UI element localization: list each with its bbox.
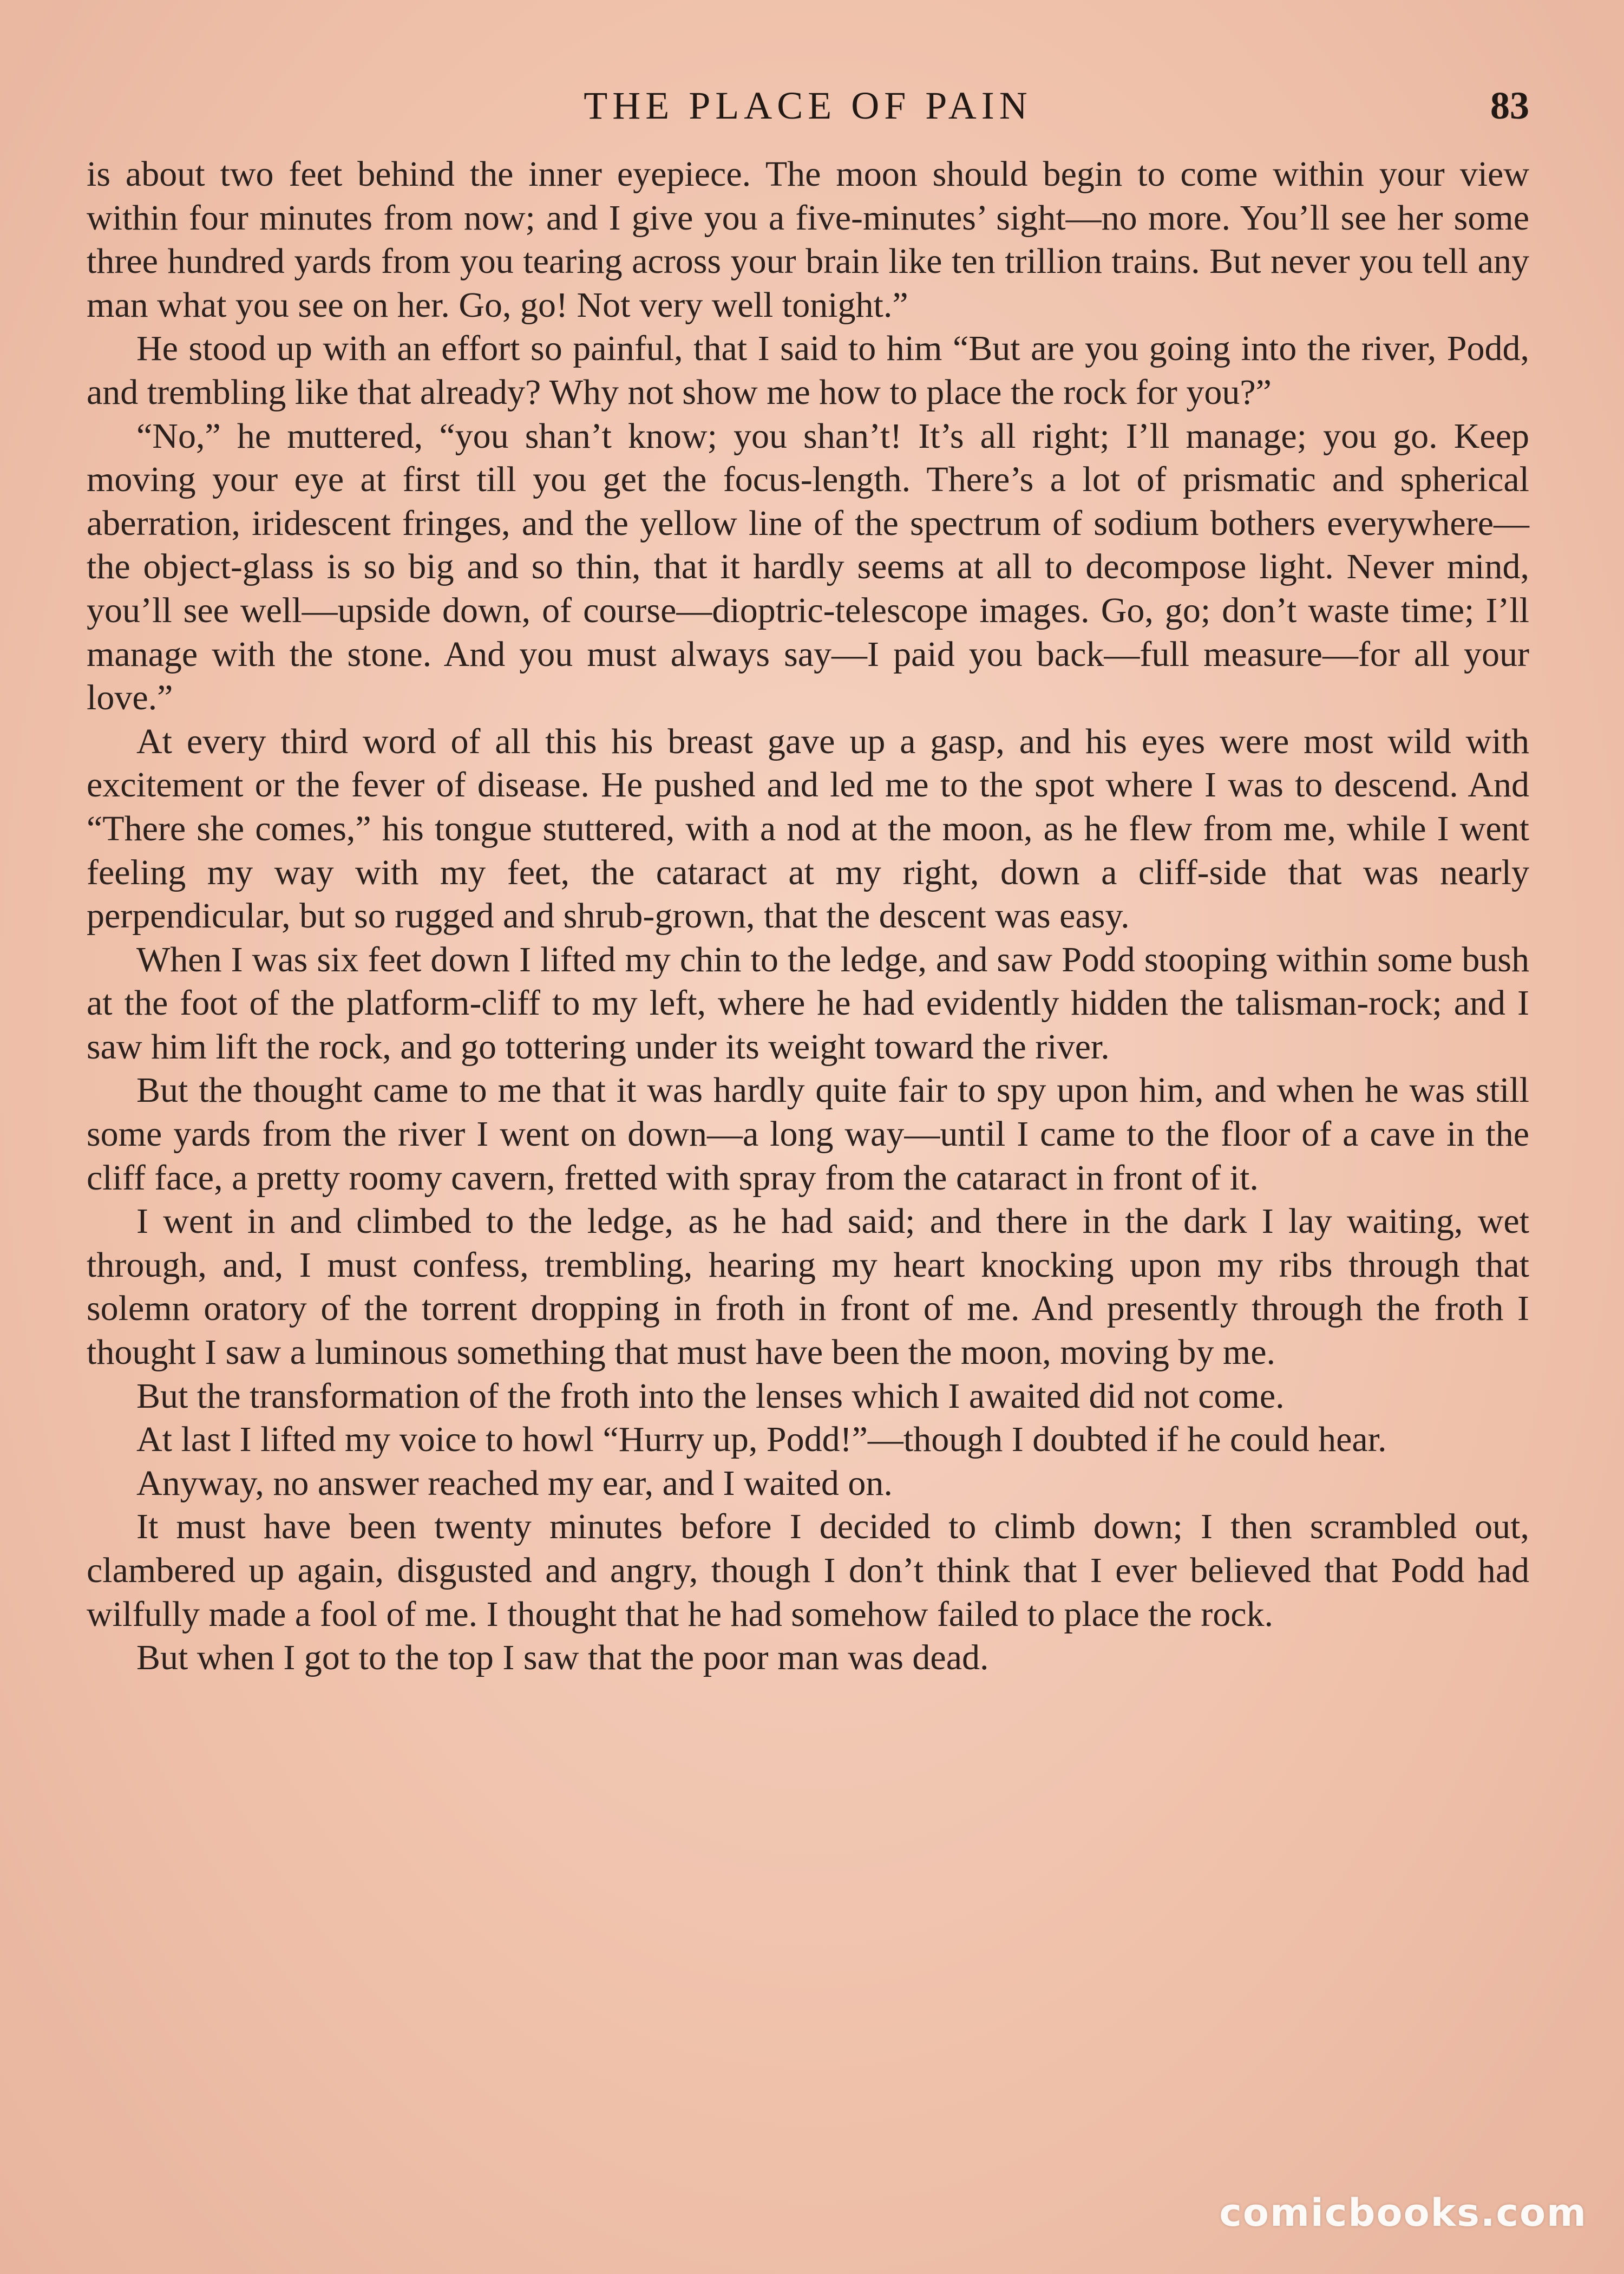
paragraph-8: But the transformation of the froth into the lenses which I awaited did not come. — [136, 1376, 1285, 1416]
paragraph-12: But when I got to the top I saw that the poor man was dead. — [136, 1638, 989, 1678]
watermark: comicbooks.com — [1219, 2191, 1587, 2235]
body-text — [87, 153, 1529, 1680]
running-title: THE PLACE OF PAIN — [584, 84, 1032, 127]
paragraph-10: Anyway, no answer reached my ear, and I waited on. — [136, 1463, 893, 1503]
page-header — [87, 81, 1529, 130]
paragraph-5: When I was six feet down I lifted my chin to the ledge, and saw Podd stooping within some bush at the foot of the platform-cliff to my left, where he had evidently hidden the talisman-rock; and I saw him lift the rock, and go tottering under its weight toward the river. — [87, 939, 1529, 1067]
paragraph-3: “No,” he muttered, “you shan’t know; you shan’t! It’s all right; I’ll manage; you go. Keep moving your eye at first till you get the focus-length. There’s a lot of prismatic and spherical aberration, iridescent fringes, and the yellow line of the spectrum of sodium bothers everywhere—the object-glass is so big and so thin, that it hardly seems at all to decompose light. Never mind, you’ll see well—upside down, of course—dioptric-telescope images. Go, go; don’t waste time; I’ll manage with the stone. And you must always say—I paid you back—full measure—for all your love.” — [87, 416, 1529, 718]
page-number: 83 — [1490, 84, 1529, 127]
paragraph-2: He stood up with an effort so painful, that I said to him “But are you going into the river, Podd, and trembling like that already? Why not show me how to place the rock for you?” — [87, 329, 1529, 412]
paragraph-4: At every third word of all this his breast gave up a gasp, and his eyes were most wild with excitement or the fever of disease. He pushed and led me to the spot where I was to descend. And “There she comes,” his tongue stuttered, with a nod at the moon, as he flew from me, while I went feeling my way with my feet, the cataract at my right, down a cliff-side that was nearly perpendicular, but so rugged and shrub-grown, that the descent was easy. — [87, 721, 1529, 936]
paragraph-1: is about two feet behind the inner eyepiece. The moon should begin to come within your view within four minutes from now; and I give you a five-minutes’ sight—no more. You’ll see her some three hundred yards from you tearing across your brain like ten trillion trains. But never you tell any man what you see on her. Go, go! Not very well tonight.” — [87, 154, 1529, 325]
paragraph-9: At last I lifted my voice to howl “Hurry up, Podd!”—though I doubted if he could hear. — [136, 1420, 1387, 1460]
paragraph-7: I went in and climbed to the ledge, as he had said; and there in the dark I lay waiting, wet through, and, I must confess, trembling, hearing my heart knocking upon my ribs through that solemn oratory of the torrent dropping in froth in front of me. And presently through the froth I thought I saw a luminous something that must have been the moon, moving by me. — [87, 1201, 1529, 1373]
paragraph-11: It must have been twenty minutes before I decided to climb down; I then scrambled out, clambered up again, disgusted and angry, though I don’t think that I ever believed that Podd had wilfully made a fool of me. I thought that he had somehow failed to place the rock. — [87, 1507, 1529, 1634]
paragraph-6: But the thought came to me that it was hardly quite fair to spy upon him, and when he was still some yards from the river I went on down—a long way—until I came to the floor of a cave in the cliff face, a pretty roomy cavern, fretted with spray from the cataract in front of it. — [87, 1070, 1529, 1198]
